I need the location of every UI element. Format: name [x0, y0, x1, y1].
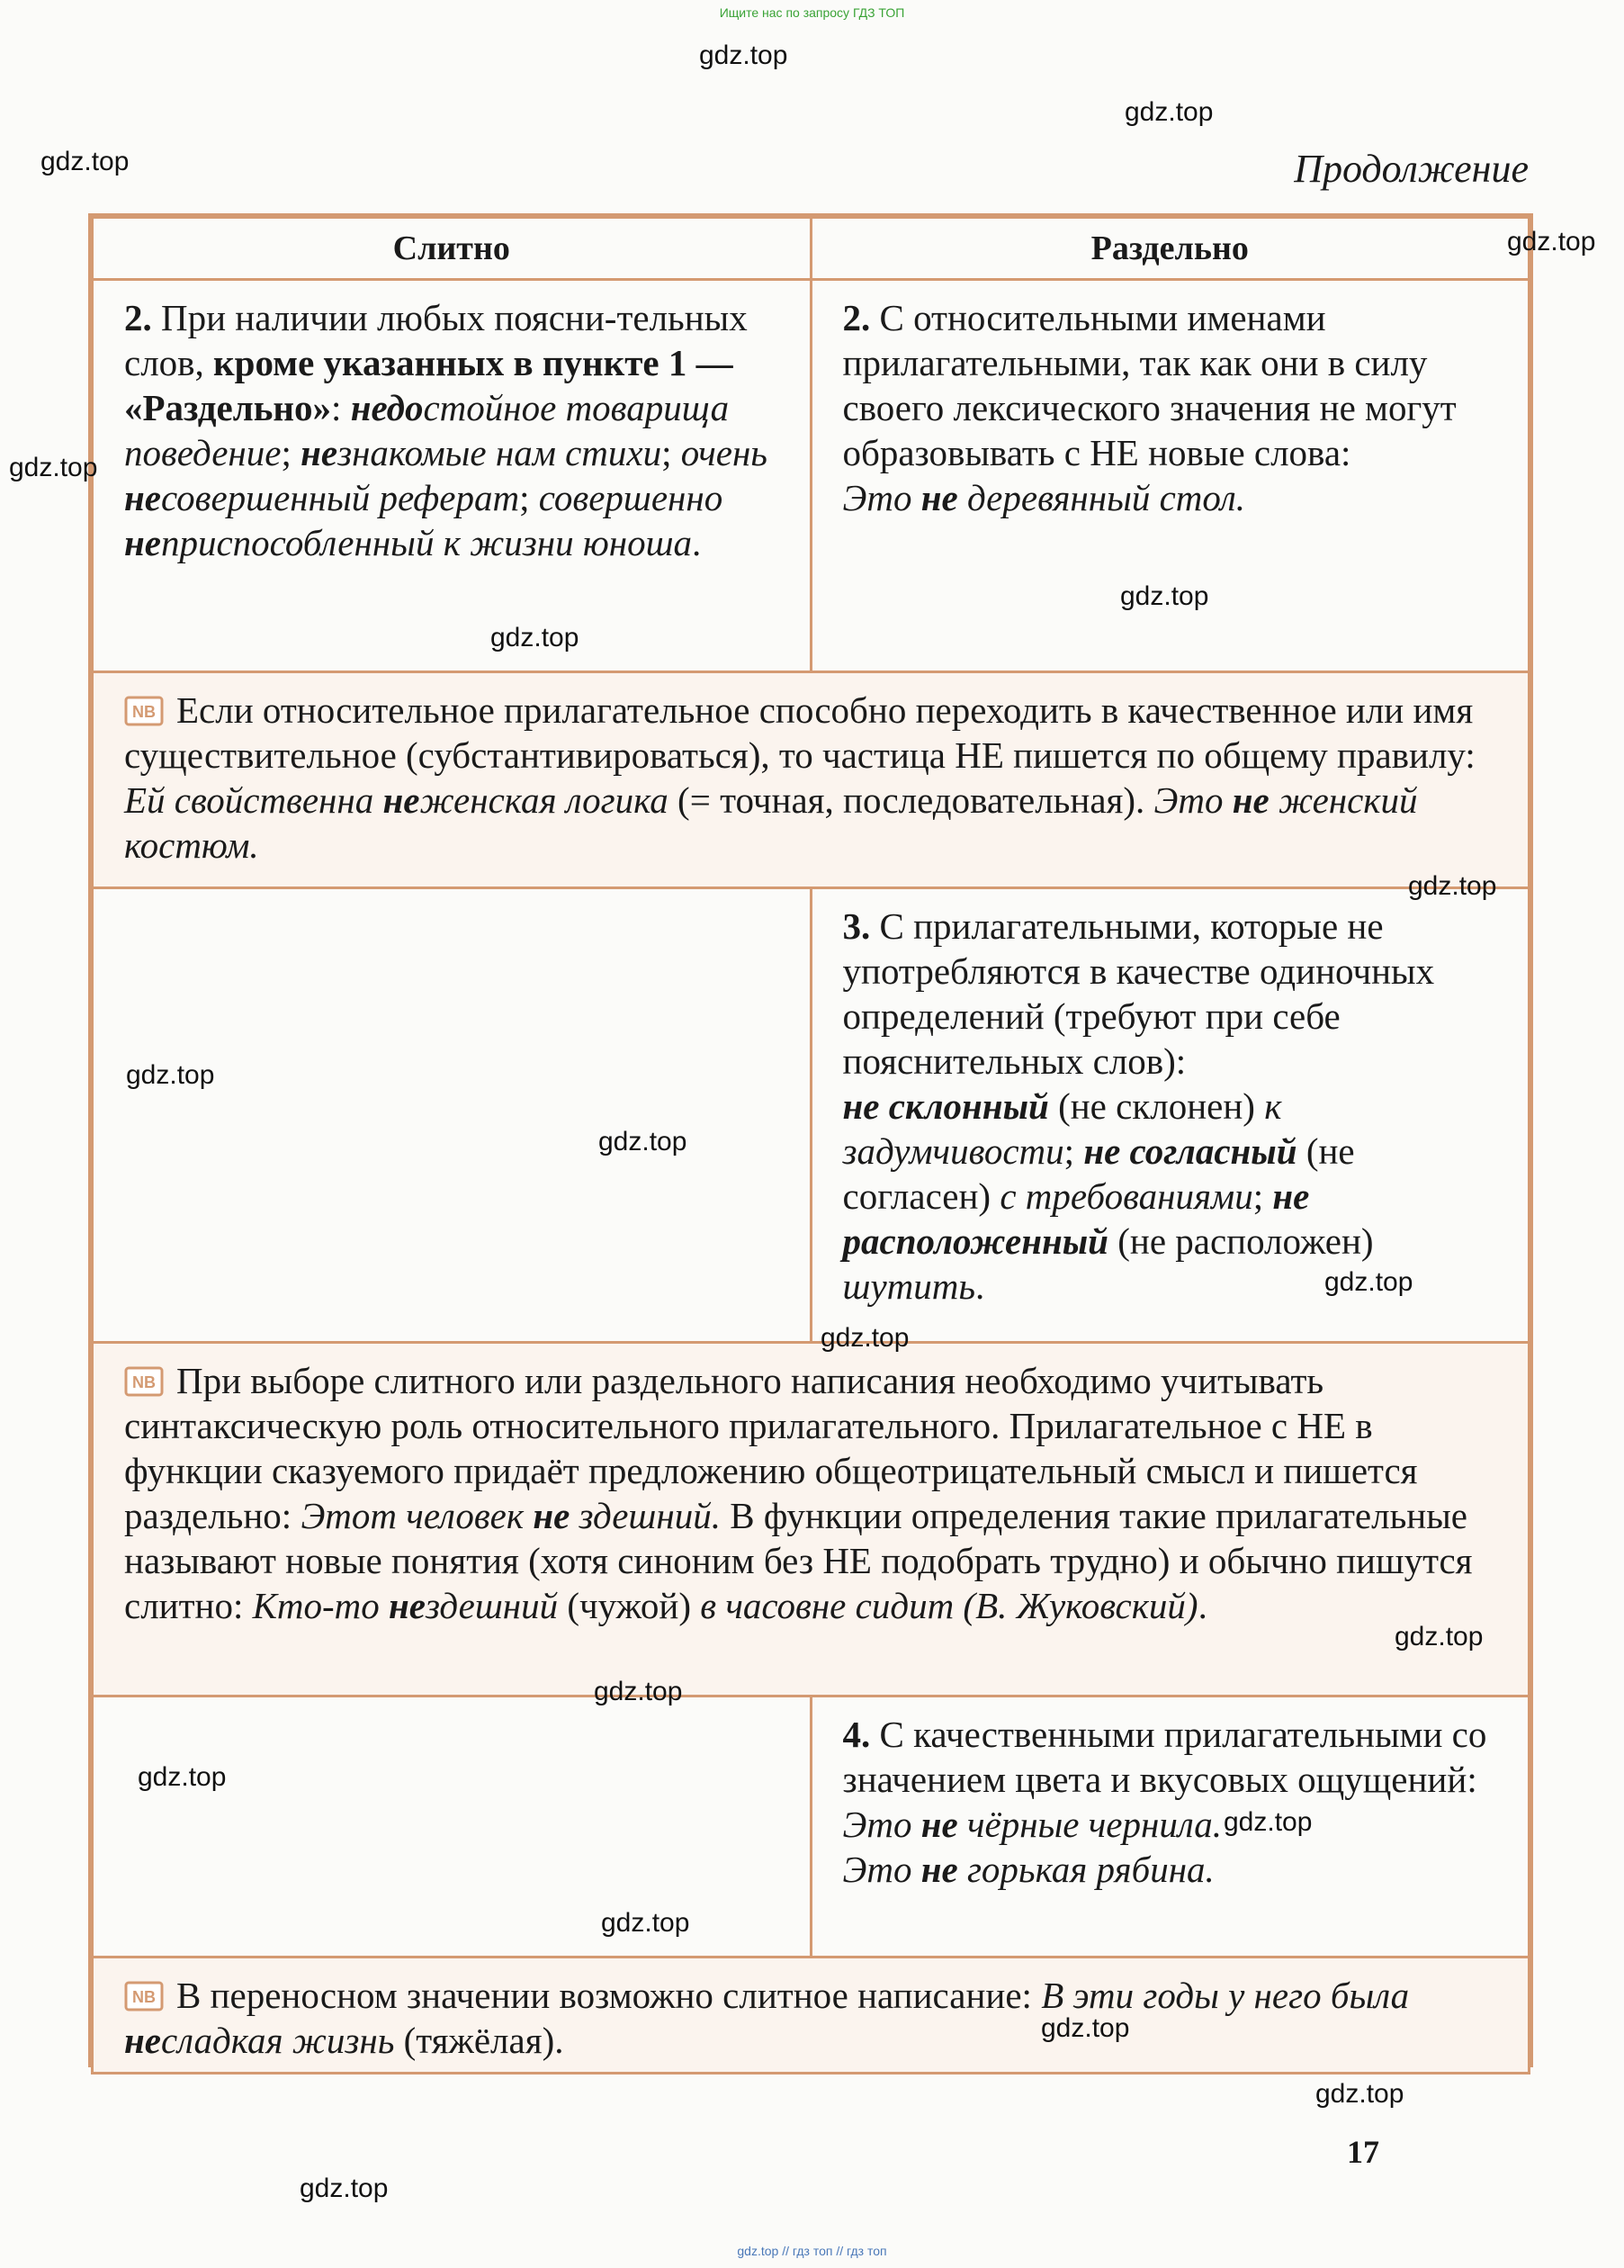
rule-2-separate-cell: 2. С относительными именами прилагательными, так как они в силу своего лексического значения не могут образовывать с НЕ новые слова: Это не деревянный стол.: [811, 280, 1530, 672]
spelling-rules-table: [88, 213, 1533, 2067]
watermark: gdz.top: [1395, 1622, 1484, 1652]
note-row-2: [93, 1343, 1530, 1696]
watermark: gdz.top: [1041, 2013, 1130, 2043]
watermark: gdz.top: [821, 1323, 910, 1353]
watermark: gdz.top: [300, 2174, 389, 2203]
continuation-label: Продолжение: [1294, 147, 1529, 191]
watermark: gdz.top: [1224, 1807, 1313, 1837]
rule-row-3: [93, 888, 1530, 1343]
rule-4-separate-cell: 4. С качественными прилагательными со значением цвета и вкусовых ощущений: Это не чёрные чернила. Это не горькая рябина.: [811, 1696, 1530, 1958]
note-3: NB В переносном значении возможно слитное написание: В эти годы у него была несладкая жизнь (тяжёлая).: [93, 1958, 1530, 2074]
watermark: gdz.top: [598, 1127, 687, 1156]
rule-3-separate-cell: 3. С прилагательными, которые не употребляются в качестве одиночных определений (требуют при себе пояснительных слов): не склонный (не склонен) к задумчивости; не согласный (не согласен) с требованиями; не расположенный (не расположен) шутить.: [811, 888, 1530, 1343]
watermark: gdz.top: [9, 453, 98, 482]
watermark: gdz.top: [40, 147, 130, 176]
watermark: gdz.top: [1507, 227, 1596, 256]
svg-text:NB: NB: [132, 1373, 156, 1391]
nb-icon: [124, 696, 166, 726]
svg-text:NB: NB: [132, 1988, 156, 2006]
rule-number: 4.: [842, 1714, 871, 1755]
watermark: gdz.top: [1324, 1267, 1413, 1297]
rule-3-solid-cell: [93, 888, 812, 1343]
watermark: gdz.top: [1120, 581, 1209, 611]
note-2: NB При выборе слитного или раздельного написания необходимо учитывать синтаксическую роль относительного прилагательного. Прилагательное с НЕ в функции сказуемого придаёт предложению общеотрицательный смысл и пишется раздельно: Этот человек не здешний. В функции определения такие прилагательные называют новые понятия (хотя синоним без НЕ подобрать трудно) и обычно пишутся слитно: Кто-то нездешний (чужой) в часовне сидит (В. Жуковский).: [93, 1343, 1530, 1696]
watermark: gdz.top: [594, 1677, 683, 1706]
note-1: NB Если относительное прилагательное способно переходить в качественное или имя существительное (субстантивироваться), то частица НЕ пишется по общему правилу: Ей свойственна неженская логика (= точная, последовательная). Это не женский костюм.: [93, 672, 1530, 888]
svg-text:NB: NB: [132, 703, 156, 721]
watermark: gdz.top: [1315, 2079, 1404, 2109]
rule-number: 2.: [124, 297, 152, 338]
nb-icon: [124, 1366, 166, 1397]
watermark: gdz.top: [1125, 97, 1214, 127]
nb-icon: [124, 1981, 166, 2012]
watermark: gdz.top: [490, 623, 579, 652]
note-row-1: [93, 672, 1530, 888]
table-header-row: [93, 218, 1530, 280]
rule-row-4: [93, 1696, 1530, 1958]
header-solid: Слитно: [93, 218, 812, 280]
rule-number: 2.: [842, 297, 871, 338]
rule-row-2: [93, 280, 1530, 672]
page-number: 17: [1347, 2134, 1379, 2170]
rule-4-solid-cell: [93, 1696, 812, 1958]
header-separate: Раздельно: [811, 218, 1530, 280]
watermark: gdz.top: [138, 1762, 227, 1792]
watermark: gdz.top: [699, 40, 788, 70]
watermark: gdz.top: [126, 1060, 215, 1090]
bottom-banner: gdz.top // гдз топ // гдз топ: [737, 2244, 887, 2258]
rule-number: 3.: [842, 905, 871, 947]
watermark: gdz.top: [601, 1908, 690, 1938]
note-row-3: [93, 1958, 1530, 2074]
watermark: gdz.top: [1408, 871, 1497, 901]
top-banner: Ищите нас по запросу ГДЗ ТОП: [719, 5, 905, 20]
rule-2-solid-cell: 2. При наличии любых поясни-тельных слов, кроме указанных в пункте 1 — «Раздельно»: недостойное товарища поведение; незнакомые нам стихи; очень несовершенный реферат; совершенно неприспособленный к жизни юноша.: [93, 280, 812, 672]
